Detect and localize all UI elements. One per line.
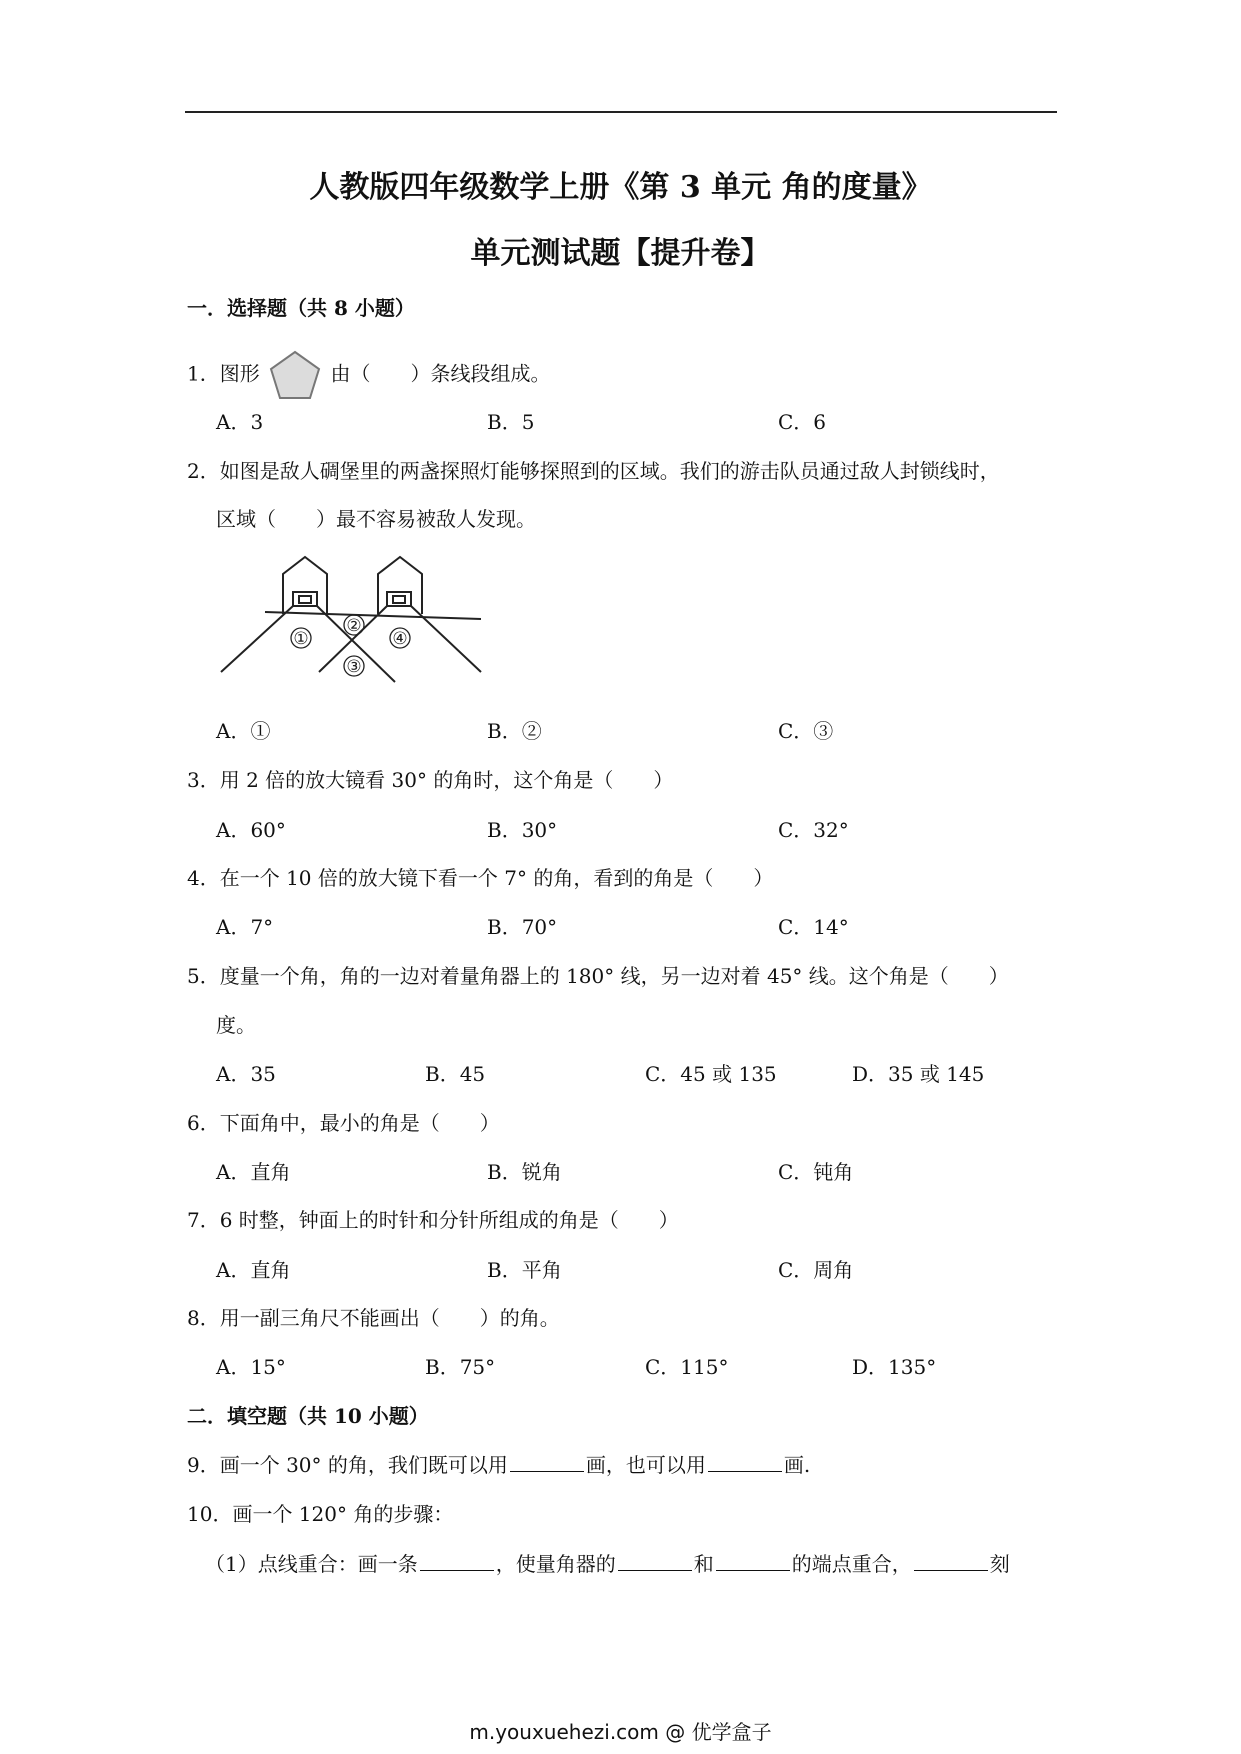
q2-option-c: C．③: [778, 719, 834, 743]
q6-option-b: B．锐角: [487, 1160, 562, 1184]
question-2-line2: 区域（ ）最不容易被敌人发现。: [216, 507, 536, 531]
q3-option-c: C．32°: [778, 818, 849, 842]
region-2-label: ②: [346, 616, 362, 636]
question-7: 7．6 时整，钟面上的时针和分针所组成的角是（ ）: [187, 1208, 679, 1232]
q9-blank-2[interactable]: [708, 1453, 782, 1472]
q1-prefix: 1．图形: [187, 361, 260, 386]
light-ray-2-right: [411, 606, 481, 672]
question-2-line1: 2．如图是敌人碉堡里的两盏探照灯能够探照到的区域。我们的游击队员通过敌人封锁线时，: [187, 459, 1000, 483]
light-ray-1-left: [221, 606, 293, 672]
q10-blank-2[interactable]: [618, 1552, 692, 1571]
q10-step1-p2: ，使量角器的: [495, 1552, 616, 1576]
question-6: 6．下面角中，最小的角是（ ）: [187, 1111, 500, 1135]
q9-part3: 画.: [783, 1453, 811, 1477]
q5-option-a: A．35: [216, 1062, 276, 1086]
page-title-line2: 单元测试题【提升卷】: [470, 236, 771, 271]
q8-option-b: B．75°: [425, 1355, 496, 1379]
q10-step1-p3: 和: [693, 1552, 714, 1576]
question-8: 8．用一副三角尺不能画出（ ）的角。: [187, 1306, 560, 1330]
q4-option-b: B．70°: [487, 915, 558, 939]
q1-option-a: A．3: [216, 410, 264, 434]
q6-option-a: A．直角: [216, 1160, 291, 1184]
pentagon-icon: [268, 349, 322, 401]
q1-option-b: B．5: [487, 410, 535, 434]
searchlight-figure: [215, 552, 487, 688]
q10-step1-p5: 刻: [989, 1552, 1010, 1576]
question-4: 4．在一个 10 倍的放大镜下看一个 7° 的角，看到的角是（ ）: [187, 866, 774, 890]
question-5-line1: 5．度量一个角，角的一边对着量角器上的 180° 线，另一边对着 45° 线。这个角是（ ）: [187, 964, 1009, 988]
header-rule: [185, 111, 1057, 113]
q3-option-b: B．30°: [487, 818, 558, 842]
q10-step1-p1: （1）点线重合：画一条: [205, 1552, 418, 1576]
q5-option-d: D．35 或 145: [852, 1062, 985, 1086]
q5-option-b: B．45: [425, 1062, 486, 1086]
q10-blank-1[interactable]: [420, 1552, 494, 1571]
q6-option-c: C．钝角: [778, 1160, 854, 1184]
q1-suffix: 由（ ）条线段组成。: [330, 361, 551, 386]
ground-line: [265, 612, 481, 619]
q10-blank-3[interactable]: [716, 1552, 790, 1571]
q2-option-b: B．②: [487, 719, 542, 743]
q9-blank-1[interactable]: [510, 1453, 584, 1472]
page-title-line1: 人教版四年级数学上册《第 3 单元 角的度量》: [309, 170, 932, 205]
q9-part2: 画，也可以用: [585, 1453, 706, 1477]
q9-part1: 9．画一个 30° 的角，我们既可以用: [187, 1453, 508, 1477]
q10-step1-p4: 的端点重合，: [791, 1552, 912, 1576]
q8-option-c: C．115°: [645, 1355, 729, 1379]
question-10: 10．画一个 120° 角的步骤：: [187, 1502, 454, 1526]
q5-option-c: C．45 或 135: [645, 1062, 777, 1086]
q7-option-c: C．周角: [778, 1258, 854, 1282]
q3-option-a: A．60°: [216, 818, 286, 842]
q10-blank-4[interactable]: [914, 1552, 988, 1571]
question-1: [187, 349, 550, 401]
question-10-step1: [205, 1548, 1010, 1577]
q8-option-d: D．135°: [852, 1355, 937, 1379]
q4-option-c: C．14°: [778, 915, 849, 939]
region-1-label: ①: [293, 629, 309, 649]
q4-option-a: A．7°: [216, 915, 274, 939]
region-3-label: ③: [346, 657, 362, 677]
q7-option-a: A．直角: [216, 1258, 291, 1282]
q2-option-a: A．①: [216, 719, 271, 743]
section1-heading: 一．选择题（共 8 小题）: [187, 296, 415, 320]
section2-heading: 二．填空题（共 10 小题）: [187, 1404, 429, 1428]
q7-option-b: B．平角: [487, 1258, 562, 1282]
region-4-label: ④: [392, 629, 408, 649]
footer-watermark: m.youxuehezi.com @ 优学盒子: [469, 1720, 772, 1744]
q8-option-a: A．15°: [216, 1355, 286, 1379]
question-3: 3．用 2 倍的放大镜看 30° 的角时，这个角是（ ）: [187, 768, 674, 792]
q1-option-c: C．6: [778, 410, 827, 434]
question-9: [187, 1449, 810, 1478]
question-5-line2: 度。: [216, 1013, 256, 1037]
